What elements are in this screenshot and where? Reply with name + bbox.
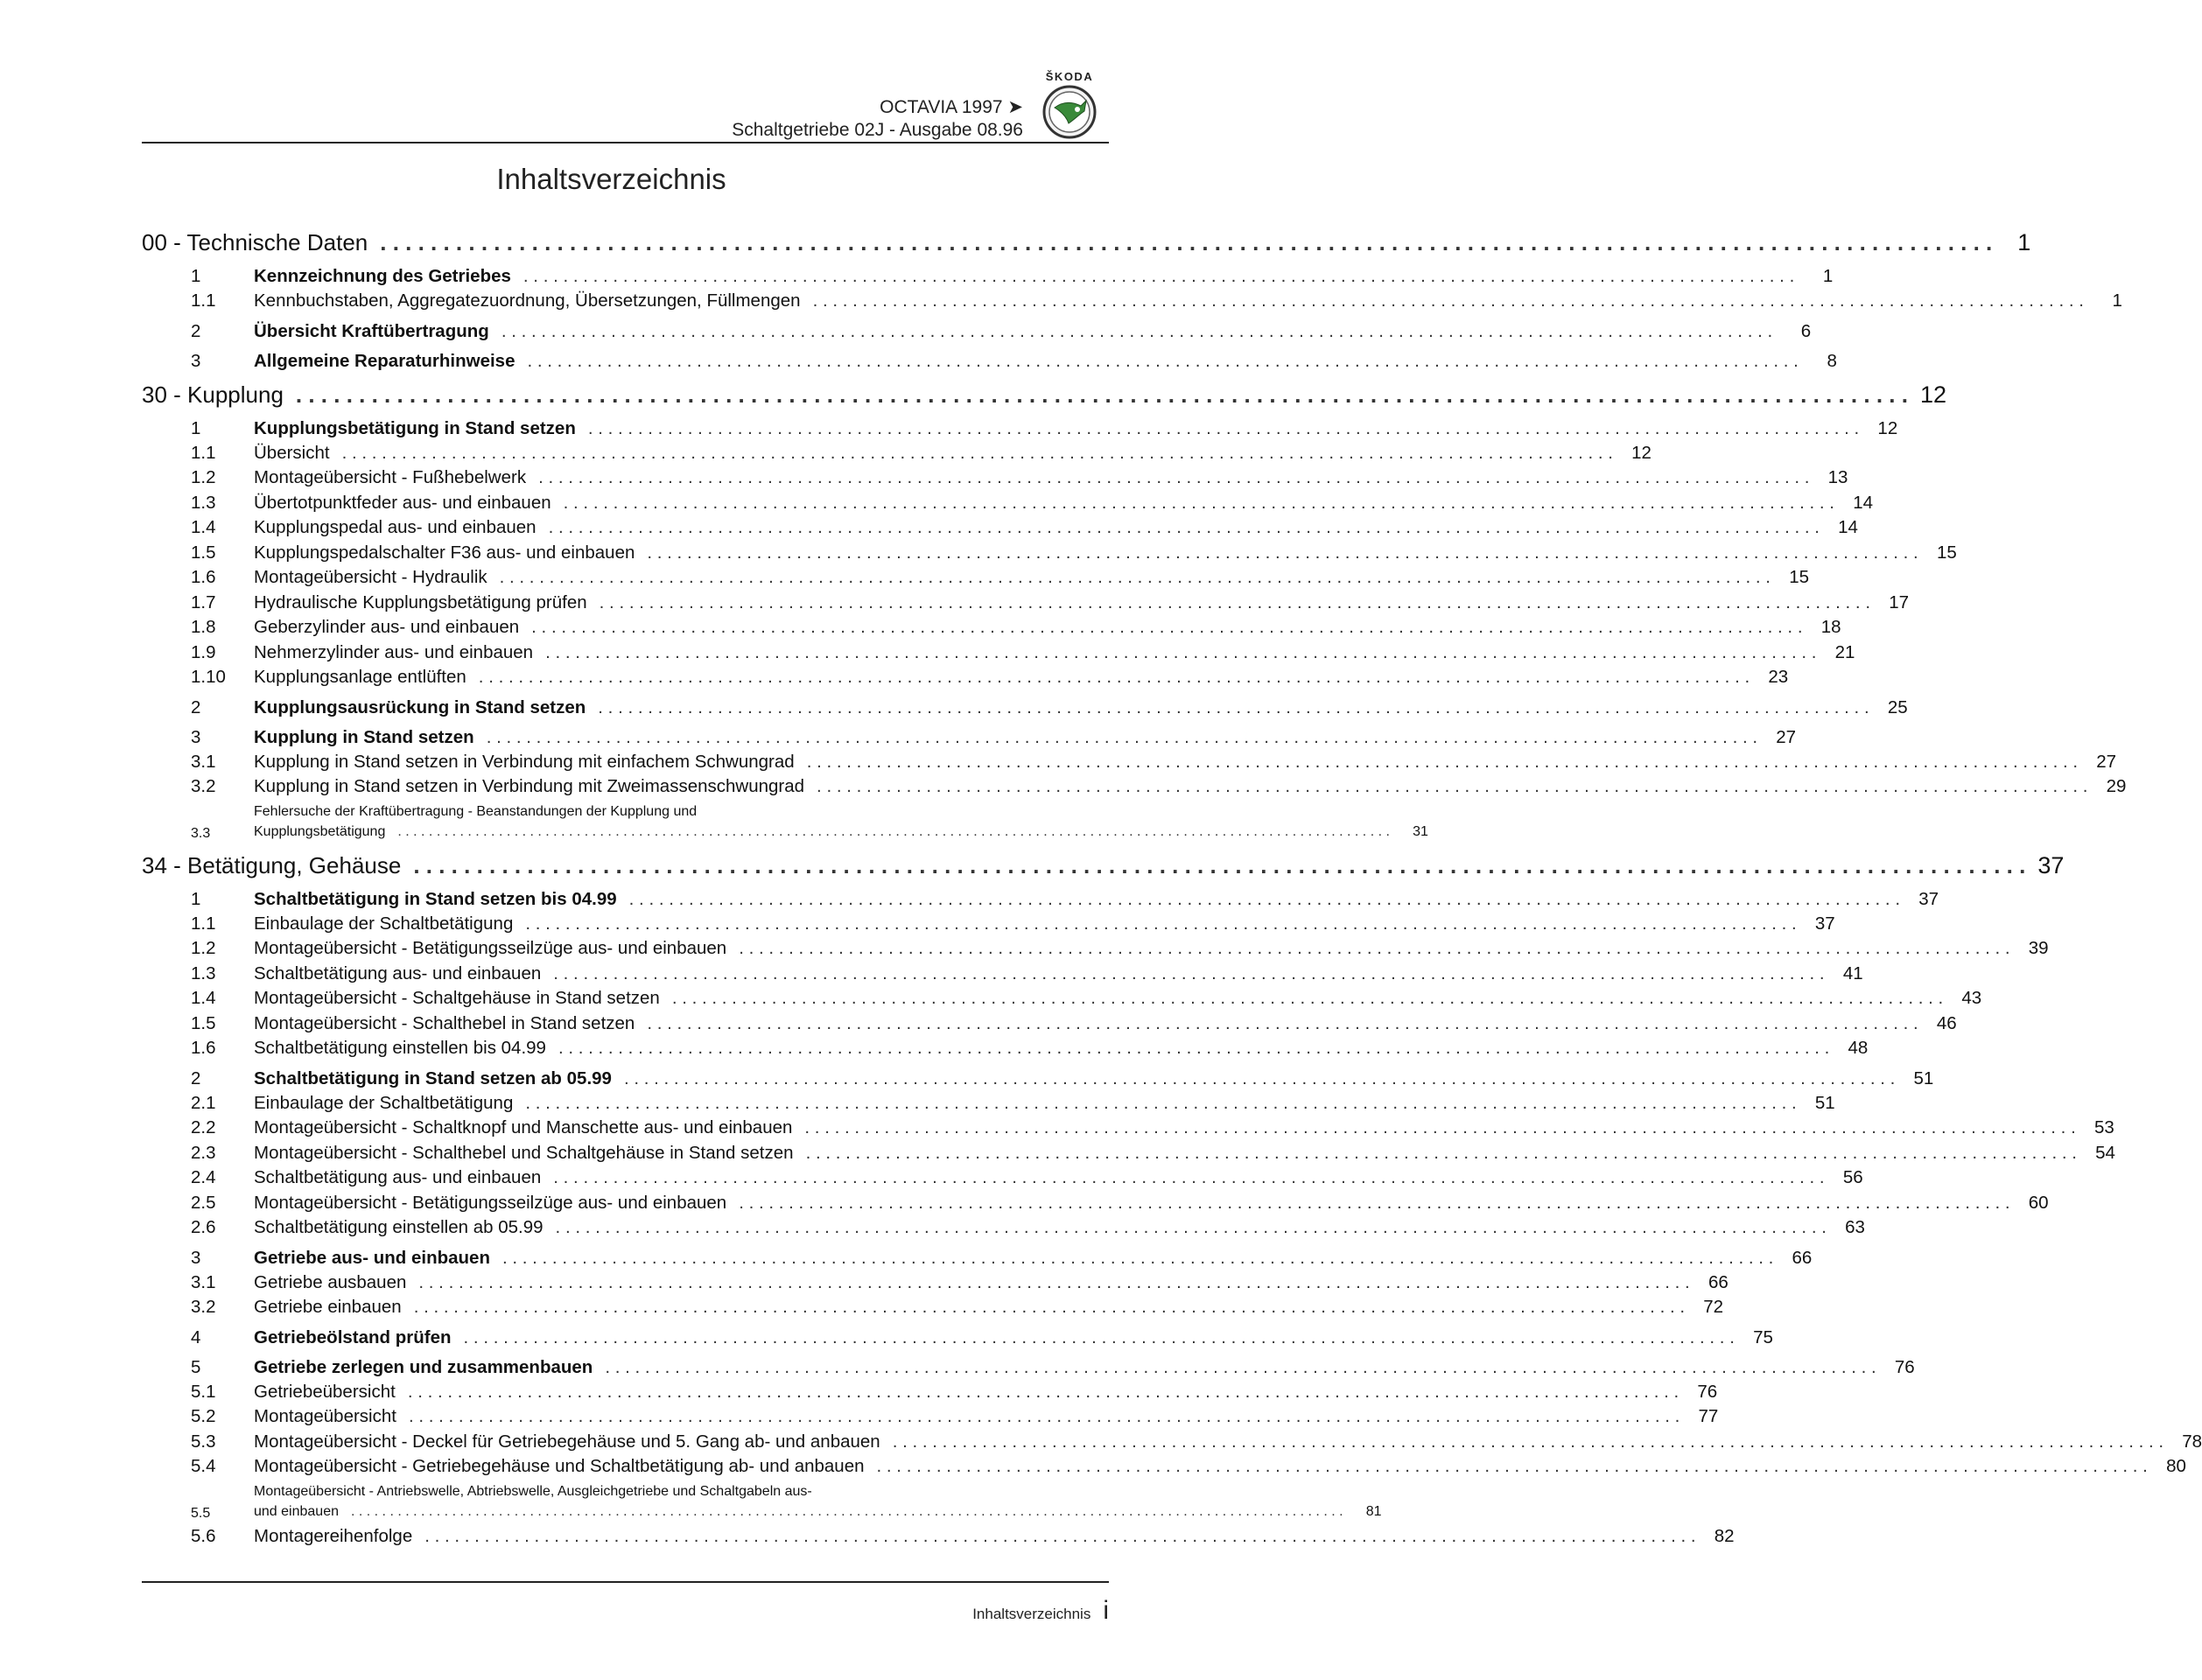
toc-entry[interactable] — [142, 588, 1910, 613]
toc-entry-page: 56 — [1842, 1167, 1863, 1187]
dot-leader — [807, 752, 2078, 773]
toc-entry[interactable] — [142, 772, 2127, 797]
dot-leader — [414, 1297, 1685, 1318]
toc-entry-number: 1.9 — [191, 641, 216, 662]
skoda-logo-icon — [1034, 85, 1105, 144]
toc-entry-page: 12 — [1919, 381, 1946, 408]
toc-entry[interactable] — [142, 722, 1797, 747]
toc-entry[interactable] — [142, 1188, 2049, 1214]
toc-entry-page: 39 — [2028, 938, 2049, 958]
toc-entry-title: Montageübersicht - Fußhebelwerk — [254, 467, 527, 487]
toc-entry[interactable] — [142, 692, 1908, 718]
toc-entry[interactable] — [142, 984, 1982, 1009]
dot-leader — [813, 290, 2084, 312]
dot-leader — [624, 1068, 1895, 1089]
toc-entry-number: 4 — [191, 1326, 201, 1348]
toc-entry-title: Kupplung in Stand setzen in Verbindung mit Zweimassenschwungrad — [254, 776, 805, 796]
toc-chapter-title: 00 - Technische Daten — [142, 229, 368, 256]
toc-entry-title: Getriebeübersicht — [254, 1381, 396, 1402]
toc-entry-title: Montageübersicht - Hydraulik — [254, 567, 487, 587]
toc-entry-page: 43 — [1961, 988, 1982, 1008]
toc-entry-page: 77 — [1698, 1406, 1719, 1426]
toc-entry[interactable] — [142, 638, 1855, 663]
dot-leader — [409, 1406, 1680, 1427]
dot-leader — [893, 1432, 2163, 1452]
brand — [1034, 70, 1105, 144]
toc-entry-number: 1.3 — [191, 492, 216, 513]
toc-entry-page: 29 — [2106, 776, 2127, 796]
toc-entry[interactable] — [142, 538, 1957, 564]
toc-entry-page: 13 — [1827, 467, 1848, 487]
dot-leader — [739, 938, 2009, 959]
toc-entry[interactable] — [142, 261, 1834, 286]
toc-entry[interactable] — [142, 1113, 2114, 1138]
toc-entry[interactable] — [142, 1427, 2202, 1452]
toc-entry-number: 5.4 — [191, 1456, 216, 1476]
toc-entry-title: Allgemeine Reparaturhinweise — [254, 350, 515, 371]
toc-entry-page: 76 — [1697, 1381, 1718, 1402]
toc-entry-number: 1.5 — [191, 1012, 216, 1033]
toc-entry-title: Kupplungsbetätigung in Stand setzen — [254, 417, 576, 438]
toc-entry-page: 23 — [1768, 667, 1789, 687]
toc-entry-page: 76 — [1894, 1356, 1915, 1377]
toc-entry-number: 3.1 — [191, 751, 216, 772]
dot-leader — [588, 418, 1859, 439]
toc-entry-page: 37 — [2037, 851, 2065, 878]
toc-entry-title: Hydraulische Kupplungsbetätigung prüfen — [254, 592, 587, 612]
dot-leader — [464, 1327, 1735, 1348]
dot-leader — [342, 443, 1613, 464]
toc-entry-number: 3 — [191, 1247, 201, 1268]
toc-entry-page: 21 — [1834, 641, 1855, 662]
toc-entry[interactable] — [142, 934, 2049, 959]
toc-entry[interactable] — [142, 316, 1812, 341]
dot-leader — [629, 889, 1900, 910]
toc-entry-page: 12 — [1877, 417, 1898, 438]
toc-entry-title: Kupplungsausrückung in Stand setzen — [254, 696, 586, 718]
toc-entry-page: 37 — [1918, 888, 1939, 909]
toc-entry-title: Montageübersicht - Schaltknopf und Manschette aus- und einbauen — [254, 1117, 793, 1138]
dot-leader — [501, 321, 1772, 342]
toc-entry-page: 12 — [1631, 442, 1652, 463]
toc-entry-number: 1.3 — [191, 962, 216, 984]
toc-entry-title: Montageübersicht — [254, 1406, 396, 1426]
page-footer — [972, 1596, 1109, 1626]
toc-entry[interactable] — [142, 909, 1835, 934]
toc-entry-number: 5.2 — [191, 1406, 216, 1426]
toc-entry-number: 1.7 — [191, 592, 216, 612]
toc-entry-title: Getriebe einbauen — [254, 1297, 402, 1317]
toc-entry-number: 1.10 — [191, 667, 226, 687]
toc-entry-number: 3.2 — [191, 776, 216, 796]
toc-entry-page: 66 — [1708, 1271, 1729, 1292]
dot-leader — [296, 382, 1908, 409]
dot-leader — [527, 351, 1798, 372]
model-label: OCTAVIA 1997 ➤ — [880, 97, 1023, 117]
toc-entry-number: 2.5 — [191, 1192, 216, 1213]
toc-entry-number: 5.6 — [191, 1525, 216, 1546]
toc-entry-title: Geberzylinder aus- und einbauen — [254, 617, 520, 637]
toc-entry-page: 31 — [1413, 823, 1428, 839]
toc-entry-page: 60 — [2028, 1192, 2049, 1213]
toc-entry-number: 1.1 — [191, 913, 216, 934]
dot-leader — [672, 988, 1943, 1009]
toc-entry[interactable] — [142, 286, 2122, 312]
toc-entry-number: 3.3 — [191, 825, 211, 841]
toc-entry-title: Übersicht — [254, 442, 330, 463]
toc-entry[interactable] — [142, 747, 2117, 773]
toc-entry-page: 27 — [2096, 751, 2117, 772]
dot-leader — [397, 822, 1390, 842]
toc-entry-title: Getriebe zerlegen und zusammenbauen — [254, 1356, 593, 1377]
toc-entry-page: 8 — [1827, 350, 1837, 371]
toc-entry-title: Montageübersicht - Schalthebel und Schaltgehäuse in Stand setzen — [254, 1142, 794, 1163]
toc-entry-number: 1.2 — [191, 938, 216, 958]
dot-leader — [647, 1013, 1918, 1034]
footer-divider — [142, 1581, 1109, 1583]
dot-leader — [408, 1382, 1679, 1403]
toc-entry-number: 2.3 — [191, 1142, 216, 1163]
toc-entry-page: 81 — [1365, 1503, 1382, 1519]
dot-leader — [351, 1502, 1343, 1522]
dot-leader — [523, 266, 1794, 287]
toc-entry-page: 41 — [1842, 962, 1863, 984]
toc-entry-page: 25 — [1887, 696, 1908, 718]
toc-entry-page: 1 — [2017, 229, 2031, 256]
toc-entry[interactable] — [142, 1163, 1863, 1188]
dot-leader — [418, 1272, 1689, 1293]
toc-entry-page: 37 — [1814, 913, 1835, 934]
toc-entry[interactable] — [142, 1213, 1865, 1238]
footer-label: Inhaltsverzeichnis — [972, 1606, 1091, 1622]
toc-entry-title: Kupplung in Stand setzen in Verbindung mit einfachem Schwungrad — [254, 751, 795, 772]
toc-entry-number: 2.1 — [191, 1092, 216, 1113]
dot-leader — [598, 697, 1869, 718]
toc-entry-title: Montageübersicht - Antriebswelle, Abtriebswelle, Ausgleichgetriebe und Schaltgabeln aus- — [254, 1483, 812, 1499]
dot-leader — [600, 592, 1870, 613]
toc-entry-page: 53 — [2093, 1117, 2114, 1138]
toc-entry-title: Kupplungspedal aus- und einbauen — [254, 517, 536, 537]
toc-entry[interactable] — [142, 1088, 1835, 1114]
toc-entry-title: Getriebe ausbauen — [254, 1271, 407, 1292]
toc-entry-title-continued: Kupplungsbetätigung — [254, 823, 386, 839]
toc-entry[interactable] — [142, 438, 1652, 464]
toc-chapter-title: 30 - Kupplung — [142, 381, 284, 408]
toc-entry-title: Schaltbetätigung aus- und einbauen — [254, 962, 542, 984]
header-divider — [142, 142, 1109, 144]
toc-entry-number: 3 — [191, 350, 201, 371]
toc-entry-number: 5.1 — [191, 1381, 216, 1402]
toc-entry-title: Nehmerzylinder aus- und einbauen — [254, 641, 534, 662]
toc-entry-number: 5.5 — [191, 1505, 211, 1521]
toc-entry-number: 1.1 — [191, 442, 216, 463]
dot-leader — [877, 1456, 2148, 1477]
toc-entry-number: 1 — [191, 266, 201, 286]
toc-entry[interactable] — [142, 229, 2031, 256]
toc-entry-title: Schaltbetätigung in Stand setzen ab 05.99 — [254, 1068, 612, 1088]
dot-leader — [538, 467, 1809, 488]
dot-leader — [647, 542, 1918, 564]
dot-leader — [817, 776, 2087, 797]
toc-entry-title: Schaltbetätigung in Stand setzen bis 04.99 — [254, 888, 617, 909]
toc-entry[interactable] — [142, 1292, 1724, 1318]
toc-entry-title: Kennzeichnung des Getriebes — [254, 266, 511, 286]
toc-entry-page: 80 — [2166, 1456, 2186, 1476]
toc-entry-page: 1 — [2112, 290, 2122, 311]
dot-leader — [479, 667, 1750, 688]
toc-entry[interactable] — [142, 1242, 1813, 1268]
toc-entry[interactable] — [142, 1452, 2186, 1477]
dot-leader — [806, 1143, 2077, 1164]
dot-leader — [502, 1248, 1773, 1269]
dot-leader — [525, 1093, 1796, 1114]
toc-entry[interactable] — [142, 1522, 1735, 1547]
toc-entry-number: 3.2 — [191, 1297, 216, 1317]
toc-entry-number: 1.5 — [191, 542, 216, 563]
toc-entry-title: Kupplung in Stand setzen — [254, 726, 474, 747]
toc-entry-page: 17 — [1889, 592, 1910, 612]
dot-leader — [558, 1038, 1829, 1059]
dot-leader — [545, 642, 1816, 663]
toc-entry-number: 3.1 — [191, 1271, 216, 1292]
toc-entry[interactable] — [142, 346, 1837, 371]
toc-entry[interactable] — [142, 1377, 1718, 1403]
toc-entry-title: Übertotpunktfeder aus- und einbauen — [254, 492, 551, 513]
toc-entry[interactable] — [142, 381, 1946, 409]
toc-entry[interactable] — [142, 851, 2065, 879]
edition-label: Schaltgetriebe 02J - Ausgabe 08.96 — [732, 120, 1023, 140]
toc-entry-number: 1.1 — [191, 290, 216, 311]
toc-entry[interactable] — [142, 513, 1858, 538]
toc-entry[interactable] — [142, 488, 1874, 514]
toc-entry-title: Kupplungspedalschalter F36 aus- und einbauen — [254, 542, 635, 563]
toc-entry-page: 1 — [1822, 266, 1834, 286]
toc-entry[interactable] — [142, 1402, 1719, 1427]
toc-entry-page: 27 — [1776, 726, 1797, 747]
toc-entry-number: 1.4 — [191, 517, 216, 537]
toc-entry-number: 5.3 — [191, 1431, 216, 1452]
toc-entry[interactable] — [142, 1352, 1915, 1377]
toc-entry-page: 63 — [1845, 1217, 1865, 1237]
toc-entry-number: 2.2 — [191, 1117, 216, 1138]
dot-leader — [553, 963, 1824, 984]
toc-entry-title: Einbaulage der Schaltbetätigung — [254, 913, 514, 934]
toc-entry-number: 2.6 — [191, 1217, 216, 1237]
dot-leader — [564, 493, 1834, 514]
toc-entry-number: 2 — [191, 320, 201, 341]
toc-entry-title: Getriebeölstand prüfen — [254, 1326, 452, 1348]
toc-entry[interactable] — [142, 1009, 1957, 1034]
toc-entry[interactable] — [142, 959, 1863, 984]
toc-entry-page: 51 — [1913, 1068, 1934, 1088]
toc-entry-number: 1.4 — [191, 988, 216, 1008]
toc-entry[interactable] — [142, 1322, 1773, 1348]
toc-entry-title: Montageübersicht - Schaltgehäuse in Stand setzen — [254, 988, 660, 1008]
toc-entry-title: Kennbuchstaben, Aggregatezuordnung, Übersetzungen, Füllmengen — [254, 290, 801, 311]
dot-leader — [531, 617, 1802, 638]
toc-entry[interactable] — [142, 662, 1789, 688]
toc-entry-page: 6 — [1800, 320, 1812, 341]
toc-entry[interactable] — [142, 1138, 2115, 1164]
toc-entry[interactable] — [142, 797, 1428, 842]
toc-entry[interactable] — [142, 413, 1898, 438]
dot-leader — [487, 727, 1757, 748]
toc-entry-title-continued: und einbauen — [254, 1503, 339, 1519]
toc-entry-title: Montageübersicht - Betätigungsseilzüge aus- und einbauen — [254, 1192, 727, 1213]
toc-entry-title: Getriebe aus- und einbauen — [254, 1247, 490, 1268]
toc-entry-title: Montageübersicht - Betätigungsseilzüge aus- und einbauen — [254, 938, 727, 958]
toc-entry-number: 5 — [191, 1356, 201, 1377]
toc-entry-title: Montageübersicht - Deckel für Getriebegehäuse und 5. Gang ab- und anbauen — [254, 1431, 880, 1452]
toc-entry[interactable] — [142, 612, 1841, 638]
toc-entry-title: Montagereihenfolge — [254, 1525, 413, 1546]
dot-leader — [380, 229, 1992, 256]
toc-entry-page: 18 — [1820, 617, 1841, 637]
toc-entry-page: 15 — [1789, 567, 1809, 587]
toc-entry[interactable] — [142, 463, 1848, 488]
toc-entry-title: Übersicht Kraftübertragung — [254, 320, 489, 341]
toc-entry-number: 1.6 — [191, 1038, 216, 1058]
toc-entry-title: Schaltbetätigung einstellen ab 05.99 — [254, 1217, 543, 1237]
dot-leader — [549, 517, 1820, 538]
toc-entry-title: Fehlersuche der Kraftübertragung - Beanstandungen der Kupplung und — [254, 803, 698, 819]
toc-entry-number: 1.8 — [191, 617, 216, 637]
toc-entry[interactable] — [142, 884, 1939, 909]
toc-entry-page: 14 — [1853, 492, 1874, 513]
toc-entry-number: 2 — [191, 1068, 201, 1088]
toc-entry[interactable] — [142, 1063, 1934, 1088]
dot-leader — [804, 1117, 2075, 1138]
toc-chapter-title: 34 - Betätigung, Gehäuse — [142, 851, 402, 878]
toc-entry-number: 1 — [191, 888, 201, 909]
dot-leader — [424, 1526, 1695, 1547]
dot-leader — [553, 1167, 1824, 1188]
toc-entry-title: Montageübersicht - Schalthebel in Stand setzen — [254, 1012, 635, 1033]
toc-entry[interactable] — [142, 1477, 1382, 1522]
toc-entry-title: Kupplungsanlage entlüften — [254, 667, 466, 687]
toc-entry-page: 82 — [1714, 1525, 1735, 1546]
toc-entry-page: 48 — [1848, 1038, 1869, 1058]
toc-entry-page: 78 — [2182, 1431, 2202, 1452]
toc-entry-page: 15 — [1936, 542, 1957, 563]
toc-entry-page: 75 — [1753, 1326, 1773, 1348]
toc-entry-number: 1.2 — [191, 467, 216, 487]
toc-entry-title: Montageübersicht - Getriebegehäuse und Schaltbetätigung ab- und anbauen — [254, 1456, 865, 1476]
page-title: Inhaltsverzeichnis — [496, 163, 726, 195]
toc-entry-number: 2.4 — [191, 1167, 216, 1187]
document-header — [732, 96, 1023, 142]
toc-entry[interactable] — [142, 1268, 1729, 1293]
toc-entry-page: 46 — [1936, 1012, 1957, 1033]
toc-entry-number: 1.6 — [191, 567, 216, 587]
dot-leader — [556, 1217, 1827, 1238]
toc-entry-title: Schaltbetätigung einstellen bis 04.99 — [254, 1038, 546, 1058]
toc-entry-page: 51 — [1814, 1092, 1835, 1113]
dot-leader — [525, 914, 1796, 934]
footer-page-number: i — [1103, 1596, 1109, 1625]
table-of-contents — [142, 229, 2202, 1546]
toc-entry[interactable] — [142, 1033, 1869, 1059]
toc-entry-page: 54 — [2095, 1142, 2115, 1163]
toc-entry-title: Schaltbetätigung aus- und einbauen — [254, 1167, 542, 1187]
dot-leader — [605, 1357, 1876, 1378]
toc-entry-number: 1 — [191, 417, 201, 438]
toc-entry[interactable] — [142, 563, 1809, 588]
dot-leader — [500, 567, 1771, 588]
brand-name: ŠKODA — [1045, 70, 1094, 83]
toc-entry-number: 3 — [191, 726, 201, 747]
toc-entry-page: 72 — [1703, 1297, 1724, 1317]
dot-leader — [739, 1193, 2009, 1214]
toc-entry-number: 2 — [191, 696, 201, 718]
toc-entry-page: 66 — [1792, 1247, 1813, 1268]
toc-entry-page: 14 — [1838, 517, 1858, 537]
dot-leader — [413, 852, 2025, 879]
toc-entry-title: Einbaulage der Schaltbetätigung — [254, 1092, 514, 1113]
